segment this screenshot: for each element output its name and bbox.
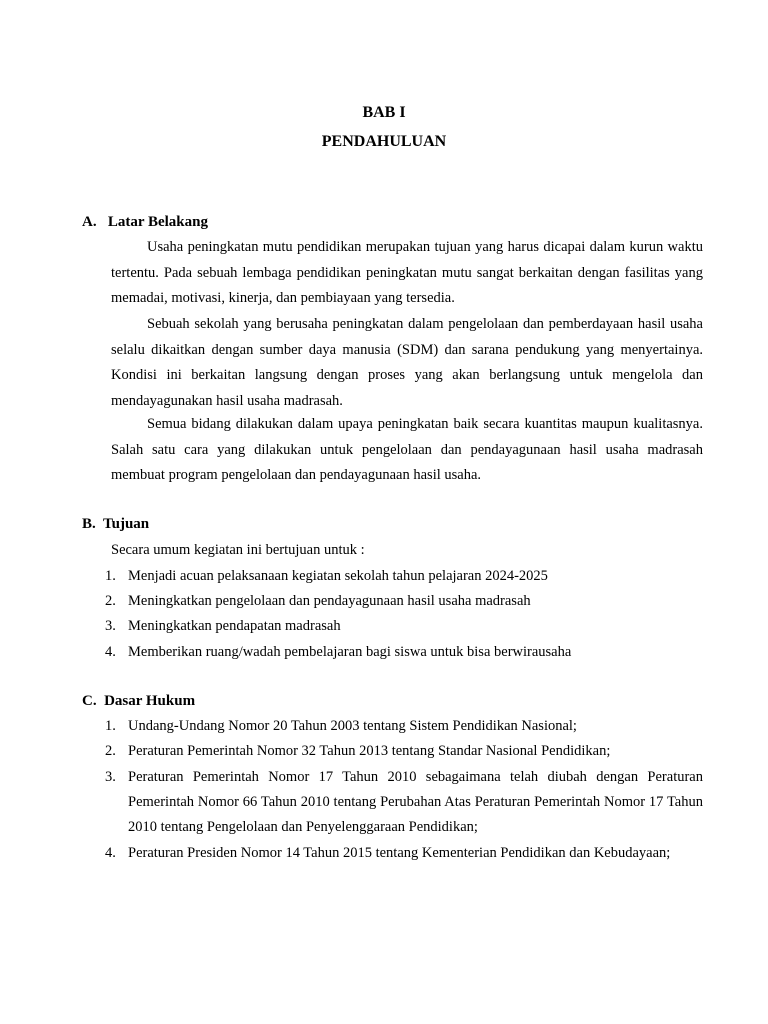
list-item-number: 1.	[105, 718, 116, 734]
list-item-text: Memberikan ruang/wadah pembelajaran bagi siswa untuk bisa berwirausaha	[128, 644, 572, 660]
list-item-text: Meningkatkan pendapatan madrasah	[128, 618, 341, 634]
chapter-title: PENDAHULUAN	[321, 133, 447, 150]
list-item-text: Peraturan Pemerintah Nomor 17 Tahun 2010 sebagaimana telah diubah dengan Peraturan Pemerintah Nomor 66 Tahun 2010 tentang Perubahan Atas Peraturan Pemerintah Nomor 17 Tahun 2010 tentang Pengelolaan dan Penyelenggaraan Pendidikan;	[128, 769, 703, 836]
list-item	[105, 589, 703, 614]
chapter-number: BAB I	[362, 104, 406, 121]
list-item-text: Undang-Undang Nomor 20 Tahun 2003 tentang Sistem Pendidikan Nasional;	[128, 718, 577, 734]
list-item	[105, 739, 703, 764]
list-item-number: 2.	[105, 593, 116, 609]
list-item-number: 3.	[105, 618, 116, 634]
section-a-paragraph: Semua bidang dilakukan dalam upaya peningkatan baik secara kuantitas maupun kualitasnya. Salah satu cara yang dilakukan untuk pengelolaan dan pendayagunaan hasil usaha madrasah membuat program pengelolaan dan pendayagunaan hasil usaha.	[111, 416, 703, 483]
section-b-intro: Secara umum kegiatan ini bertujuan untuk :	[111, 542, 365, 558]
list-item-text: Meningkatkan pengelolaan dan pendayagunaan hasil usaha madrasah	[128, 593, 531, 609]
list-item	[105, 564, 703, 589]
section-c-heading: C. Dasar Hukum	[82, 693, 196, 709]
list-item	[105, 614, 703, 639]
list-item	[105, 765, 703, 841]
list-item	[105, 640, 703, 665]
list-item-text: Peraturan Presiden Nomor 14 Tahun 2015 tentang Kementerian Pendidikan dan Kebudayaan;	[128, 845, 671, 861]
section-a-paragraph: Sebuah sekolah yang berusaha peningkatan dalam pengelolaan dan pemberdayaan hasil usaha selalu dikaitkan dengan sumber daya manusia (SDM) dan sarana pendukung yang menyertainya. Kondisi ini berkaitan langsung dengan proses yang akan berlangsung untuk mengelola dan mendayagunakan hasil usaha madrasah.	[111, 316, 703, 409]
list-item-number: 4.	[105, 644, 116, 660]
section-a-heading: A. Latar Belakang	[82, 214, 208, 230]
section-a-paragraph: Usaha peningkatan mutu pendidikan merupakan tujuan yang harus dicapai dalam kurun waktu tertentu. Pada sebuah lembaga pendidikan peningkatan mutu sangat berkaitan dengan fasilitas yang memadai, motivasi, kinerja, dan pembiayaan yang tersedia.	[111, 239, 703, 306]
list-item-text: Menjadi acuan pelaksanaan kegiatan sekolah tahun pelajaran 2024-2025	[128, 568, 548, 584]
list-item-number: 1.	[105, 568, 116, 584]
list-item-number: 2.	[105, 743, 116, 759]
list-item-number: 4.	[105, 845, 116, 861]
list-item-number: 3.	[105, 769, 116, 785]
list-item	[105, 841, 703, 866]
list-item-text: Peraturan Pemerintah Nomor 32 Tahun 2013 tentang Standar Nasional Pendidikan;	[128, 743, 611, 759]
list-item	[105, 714, 703, 739]
section-b-heading: B. Tujuan	[82, 516, 150, 532]
